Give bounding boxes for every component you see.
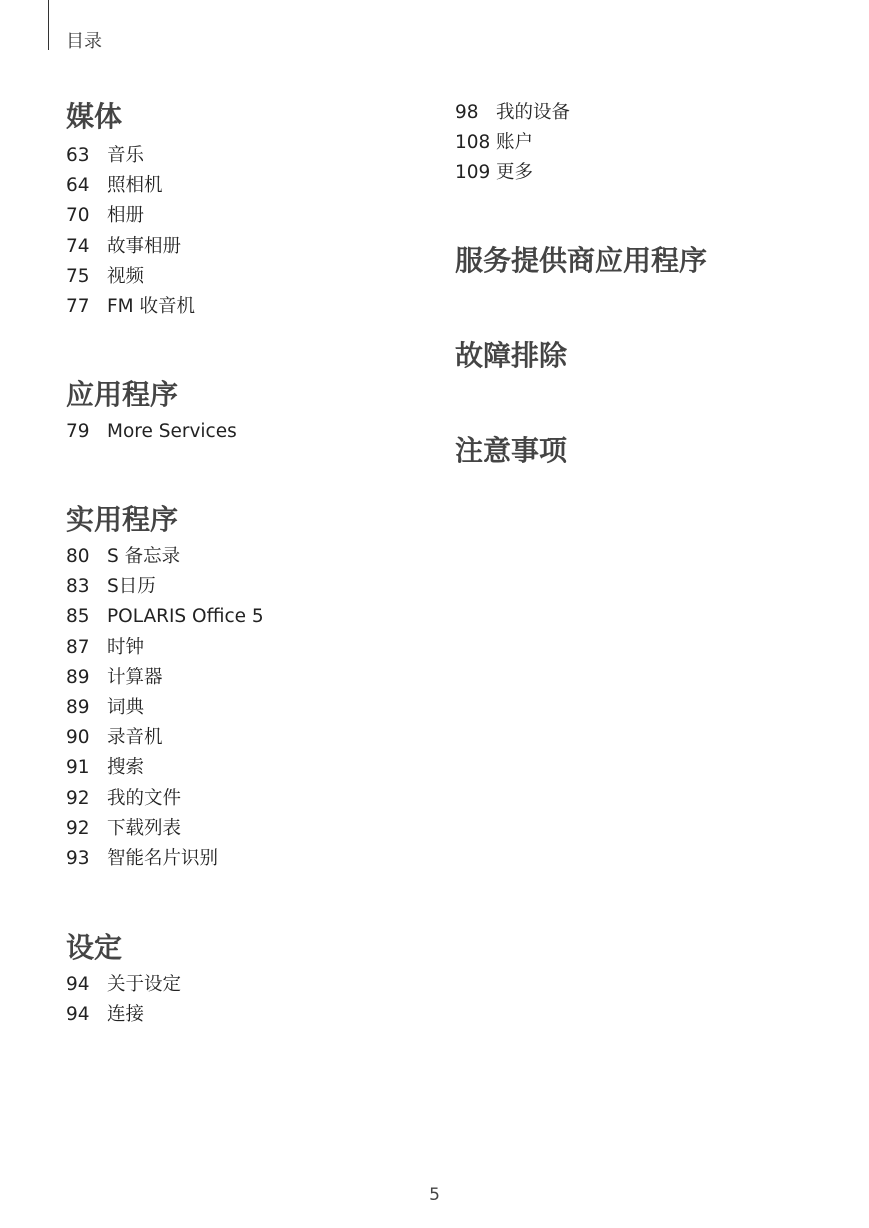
section-title: 注意事项 xyxy=(455,434,568,467)
entry-title: FM 收音机 xyxy=(107,295,195,317)
entry-title: 搜索 xyxy=(107,757,145,779)
entry-page-number: 94 xyxy=(66,974,90,995)
entry-page-number: 74 xyxy=(66,235,90,257)
toc-entry[interactable] xyxy=(66,262,195,292)
entry-page-number: 79 xyxy=(66,421,90,442)
entry-title: 关于设定 xyxy=(107,974,182,995)
entry-page-number: 98 xyxy=(455,102,479,123)
section-title: 服务提供商应用程序 xyxy=(455,244,708,277)
header-side-rule xyxy=(48,0,49,50)
entry-page-number: 92 xyxy=(66,817,90,839)
toc-entry[interactable] xyxy=(66,1000,181,1030)
entry-page-number: 70 xyxy=(66,205,90,227)
toc-entry[interactable] xyxy=(455,128,570,158)
entry-page-number: 89 xyxy=(66,666,90,688)
entry-page-number: 80 xyxy=(66,546,90,567)
toc-entry[interactable] xyxy=(66,723,264,753)
entry-title: 我的设备 xyxy=(496,102,571,123)
toc-entry[interactable] xyxy=(66,784,264,814)
toc-entry[interactable] xyxy=(66,572,264,602)
entry-title: 相册 xyxy=(107,205,145,227)
toc-entry[interactable] xyxy=(66,753,264,783)
entry-title: 连接 xyxy=(107,1004,145,1026)
toc-entry-list xyxy=(66,141,195,322)
toc-entry[interactable] xyxy=(66,814,264,844)
toc-section-precautions[interactable] xyxy=(455,434,567,468)
entry-page-number: 93 xyxy=(66,847,90,869)
toc-entry[interactable] xyxy=(66,171,195,201)
entry-page-number: 108 xyxy=(455,132,491,154)
entry-title: 录音机 xyxy=(107,727,163,749)
entry-title: 下载列表 xyxy=(107,817,182,839)
entry-title: 音乐 xyxy=(107,145,145,166)
toc-section-apps xyxy=(66,378,237,447)
section-title: 故障排除 xyxy=(455,339,568,372)
toc-entry-list-continued xyxy=(455,98,570,189)
entry-title: 故事相册 xyxy=(107,235,182,257)
toc-entry-list xyxy=(66,417,237,447)
entry-page-number: 63 xyxy=(66,145,90,166)
toc-entry[interactable] xyxy=(455,158,570,188)
entry-page-number: 75 xyxy=(66,265,90,287)
entry-title: 视频 xyxy=(107,265,145,287)
entry-title: 我的文件 xyxy=(107,787,182,809)
toc-entry[interactable] xyxy=(66,292,195,322)
toc-entry[interactable] xyxy=(66,232,195,262)
toc-entry[interactable] xyxy=(66,693,264,723)
entry-title: 智能名片识别 xyxy=(107,847,219,869)
entry-page-number: 92 xyxy=(66,787,90,809)
entry-title: S 备忘录 xyxy=(107,546,181,567)
entry-title: 账户 xyxy=(496,132,534,154)
toc-entry[interactable] xyxy=(66,141,195,171)
toc-section-provider-apps[interactable] xyxy=(455,244,707,278)
section-title: 实用程序 xyxy=(66,503,179,536)
entry-title: 计算器 xyxy=(107,666,163,688)
entry-page-number: 77 xyxy=(66,295,90,317)
entry-page-number: 90 xyxy=(66,727,90,749)
entry-title: POLARIS Office 5 xyxy=(107,606,264,628)
header-label: 目录 xyxy=(66,31,102,52)
entry-title: 时钟 xyxy=(107,636,145,658)
toc-entry[interactable] xyxy=(66,970,181,1000)
entry-page-number: 83 xyxy=(66,576,90,598)
toc-entry[interactable] xyxy=(455,98,570,128)
section-title: 应用程序 xyxy=(66,378,179,411)
entry-title: More Services xyxy=(107,421,237,442)
toc-section-troubleshooting[interactable] xyxy=(455,339,567,373)
entry-title: 照相机 xyxy=(107,175,163,197)
entry-page-number: 87 xyxy=(66,636,90,658)
toc-entry[interactable] xyxy=(66,542,264,572)
toc-entry[interactable] xyxy=(66,633,264,663)
toc-entry[interactable] xyxy=(66,201,195,231)
toc-entry[interactable] xyxy=(66,663,264,693)
entry-page-number: 64 xyxy=(66,175,90,197)
entry-title: 词典 xyxy=(107,696,145,718)
entry-page-number: 89 xyxy=(66,696,90,718)
toc-entry[interactable] xyxy=(66,844,264,874)
toc-entry[interactable] xyxy=(66,417,237,447)
toc-entry-list xyxy=(66,542,264,874)
entry-page-number: 91 xyxy=(66,757,90,779)
page-number: 5 xyxy=(429,1185,440,1205)
toc-section-media xyxy=(66,100,195,322)
entry-page-number: 85 xyxy=(66,606,90,628)
entry-page-number: 109 xyxy=(455,162,491,184)
section-title: 设定 xyxy=(66,931,123,964)
entry-title: 更多 xyxy=(496,162,534,184)
entry-title: S日历 xyxy=(107,576,156,598)
toc-section-settings xyxy=(66,931,181,1030)
toc-section-utilities xyxy=(66,503,264,874)
section-title: 媒体 xyxy=(66,100,123,133)
entry-page-number: 94 xyxy=(66,1004,90,1026)
toc-entry[interactable] xyxy=(66,602,264,632)
toc-entry-list xyxy=(66,970,181,1030)
